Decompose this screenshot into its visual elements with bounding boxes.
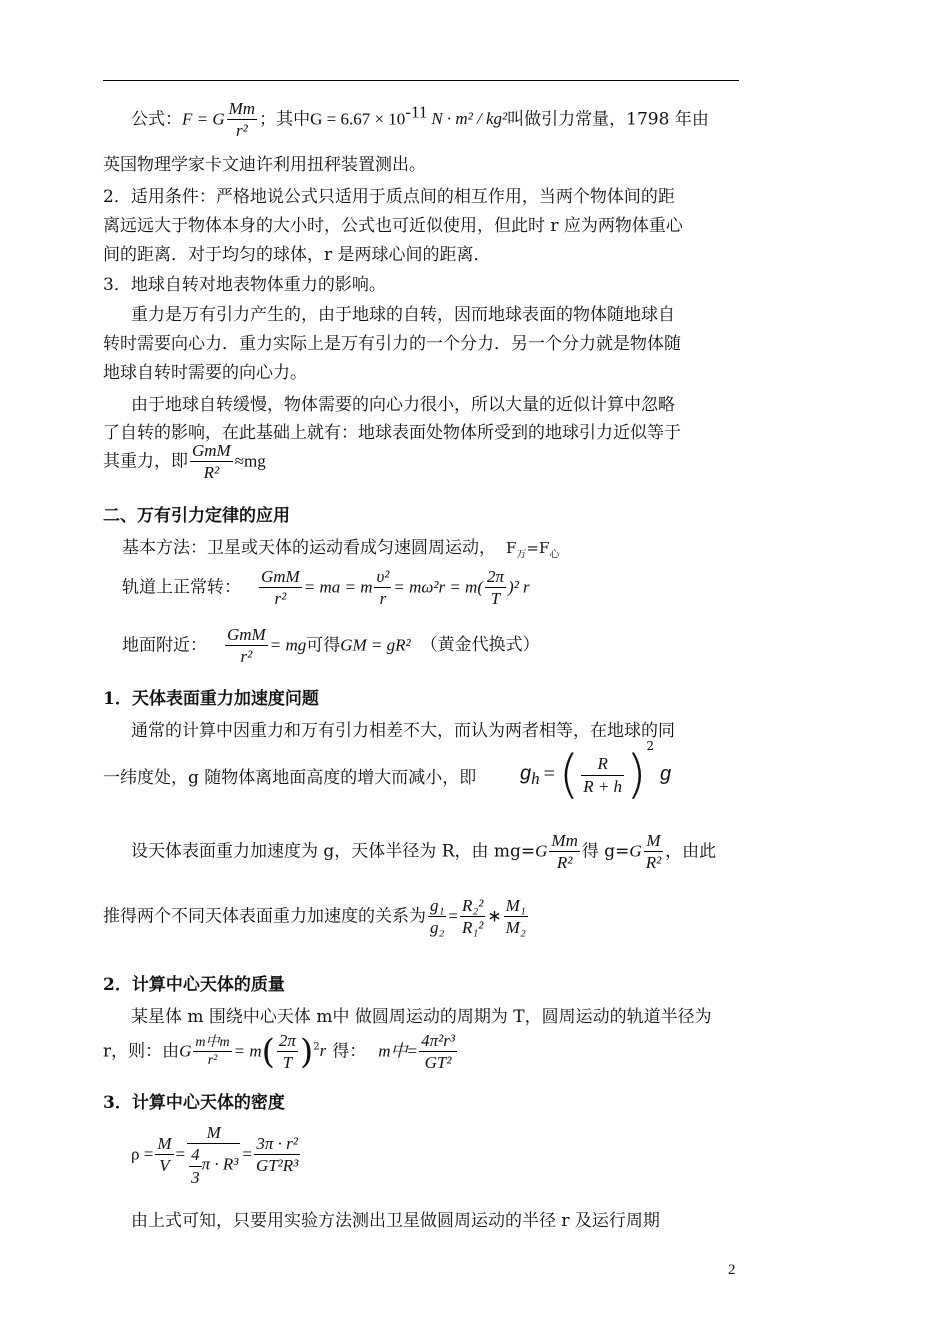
paragraph-line: 间的距离．对于均匀的球体，r 是两球心间的距离． [103,245,491,265]
density-formula: ρ = $\frac{M}{V}$ = M $\frac{4}{3}$ π · R³ = $\frac{\text{3π · r²}}{\text{GT²R³}}$ [131,1123,299,1187]
gh-formula: $g_h$ =( $\frac{R}{R + h}$ )$^2$g [520,738,672,805]
paragraph-line: 了自转的影响，在此基础上就有：地球表面处物体所受到的地球引力近似等于 [103,423,681,443]
mass-formula-line: r，则：由G $\frac{\text{m中m}}{\text{r²}}$ = m( $\frac{2\pi}{T}$ )$^2$r 得： m中= $\frac{\text{4π²r³}}{\text{GT²}}$ [103,1031,455,1073]
gravity-relation-line: 设天体表面重力加速度为 g，天体半径为 R，由 mg=G $\frac{Mm}{\text{R²}}$ 得 g=G $\frac{M}{\text{R²}}$ ，由此 [131,831,717,873]
fraction-GmM-R2: $\frac{\text{GmM}}{\text{R²}}$ [192,441,231,483]
paragraph-line: 3．地球自转对地表物体重力的影响。 [103,275,386,295]
paragraph-line: 英国物理学家卡文迪许利用扭秤装置测出。 [103,155,426,175]
subsection-heading-1: 1．天体表面重力加速度问题 [103,689,319,709]
subsection-heading-3: 3．计算中心天体的密度 [103,1093,285,1113]
paragraph-line: 地球自转时需要的向心力。 [103,363,307,383]
constant-units: N · m² / kg² [431,109,508,129]
ratio-line: 推得两个不同天体表面重力加速度的关系为 $\frac{\text{g₁}}{\text{g₂}}$ = $\frac{\text{R₂²}}{\text{R₁²}}$ ∗ $\frac{\text{M₁}}{\text{M₂}}$ [103,896,526,938]
subsection-heading-2: 2．计算中心天体的质量 [103,975,285,995]
formula-label: 公式： [131,109,182,130]
orbit-equation-line: 轨道上正常转： $\frac{\text{GmM}}{\text{r²}}$ = ma = m $\frac{\text{υ²}}{r}$ = mω²r = m( $\frac{2\pi}{T}$ )² r [122,567,530,609]
header-rule [103,80,739,81]
formula-F: F = G [182,109,225,129]
paragraph-line: 离远远大于物体本身的大小时，公式也可近似使用，但此时 r 应为两物体重心 [103,216,683,236]
page-number: 2 [728,1262,736,1278]
fraction-Mm-r2: $\frac{Mm}{\text{r²}}$ [228,99,256,141]
section-heading: 二、万有引力定律的应用 [103,506,290,526]
paragraph-line: 由上式可知，只要用实验方法测出卫星做圆周运动的半径 r 及运行周期 [131,1211,660,1231]
paragraph-line: 由于地球自转缓慢，物体需要的向心力很小，所以大量的近似计算中忽略 [131,395,675,415]
gravity-approx-line: 其重力，即 $\frac{\text{GmM}}{\text{R²}}$ ≈mg [103,441,266,483]
paragraph-line: 转时需要向心力．重力实际上是万有引力的一个分力．另一个分力就是物体随 [103,334,681,354]
paragraph-line: 某星体 m 围绕中心天体 m中 做圆周运动的周期为 T，圆周运动的轨道半径为 [131,1007,712,1027]
paragraph-line: 2．适用条件：严格地说公式只适用于质点间的相互作用，当两个物体间的距 [103,187,675,207]
paragraph-line: 通常的计算中因重力和万有引力相差不大，而认为两者相等，在地球的同 [131,721,675,741]
paragraph-line: 重力是万有引力产生的，由于地球的自转，因而地球表面的物体随地球自 [131,305,675,325]
surface-equation-line: 地面附近： $\frac{\text{GmM}}{\text{r²}}$ = mg可得GM = gR² （黄金代换式） [122,625,540,667]
gravitational-constant: G = 6.67 × 10 [310,109,406,129]
method-line: 基本方法：卫星或天体的运动看成匀速圆周运动， $F_万=F_心$ [122,538,560,561]
paragraph-line: 一纬度处，g 随物体离地面高度的增大而减小，即 [103,768,477,788]
gravitation-formula-line: 公式：F = G $\frac{Mm}{\text{r²}}$ ；其中$G = 6.67 \times 10^{-11}$ N · m² / kg²叫做引力常量，1798 年由 [131,99,709,141]
